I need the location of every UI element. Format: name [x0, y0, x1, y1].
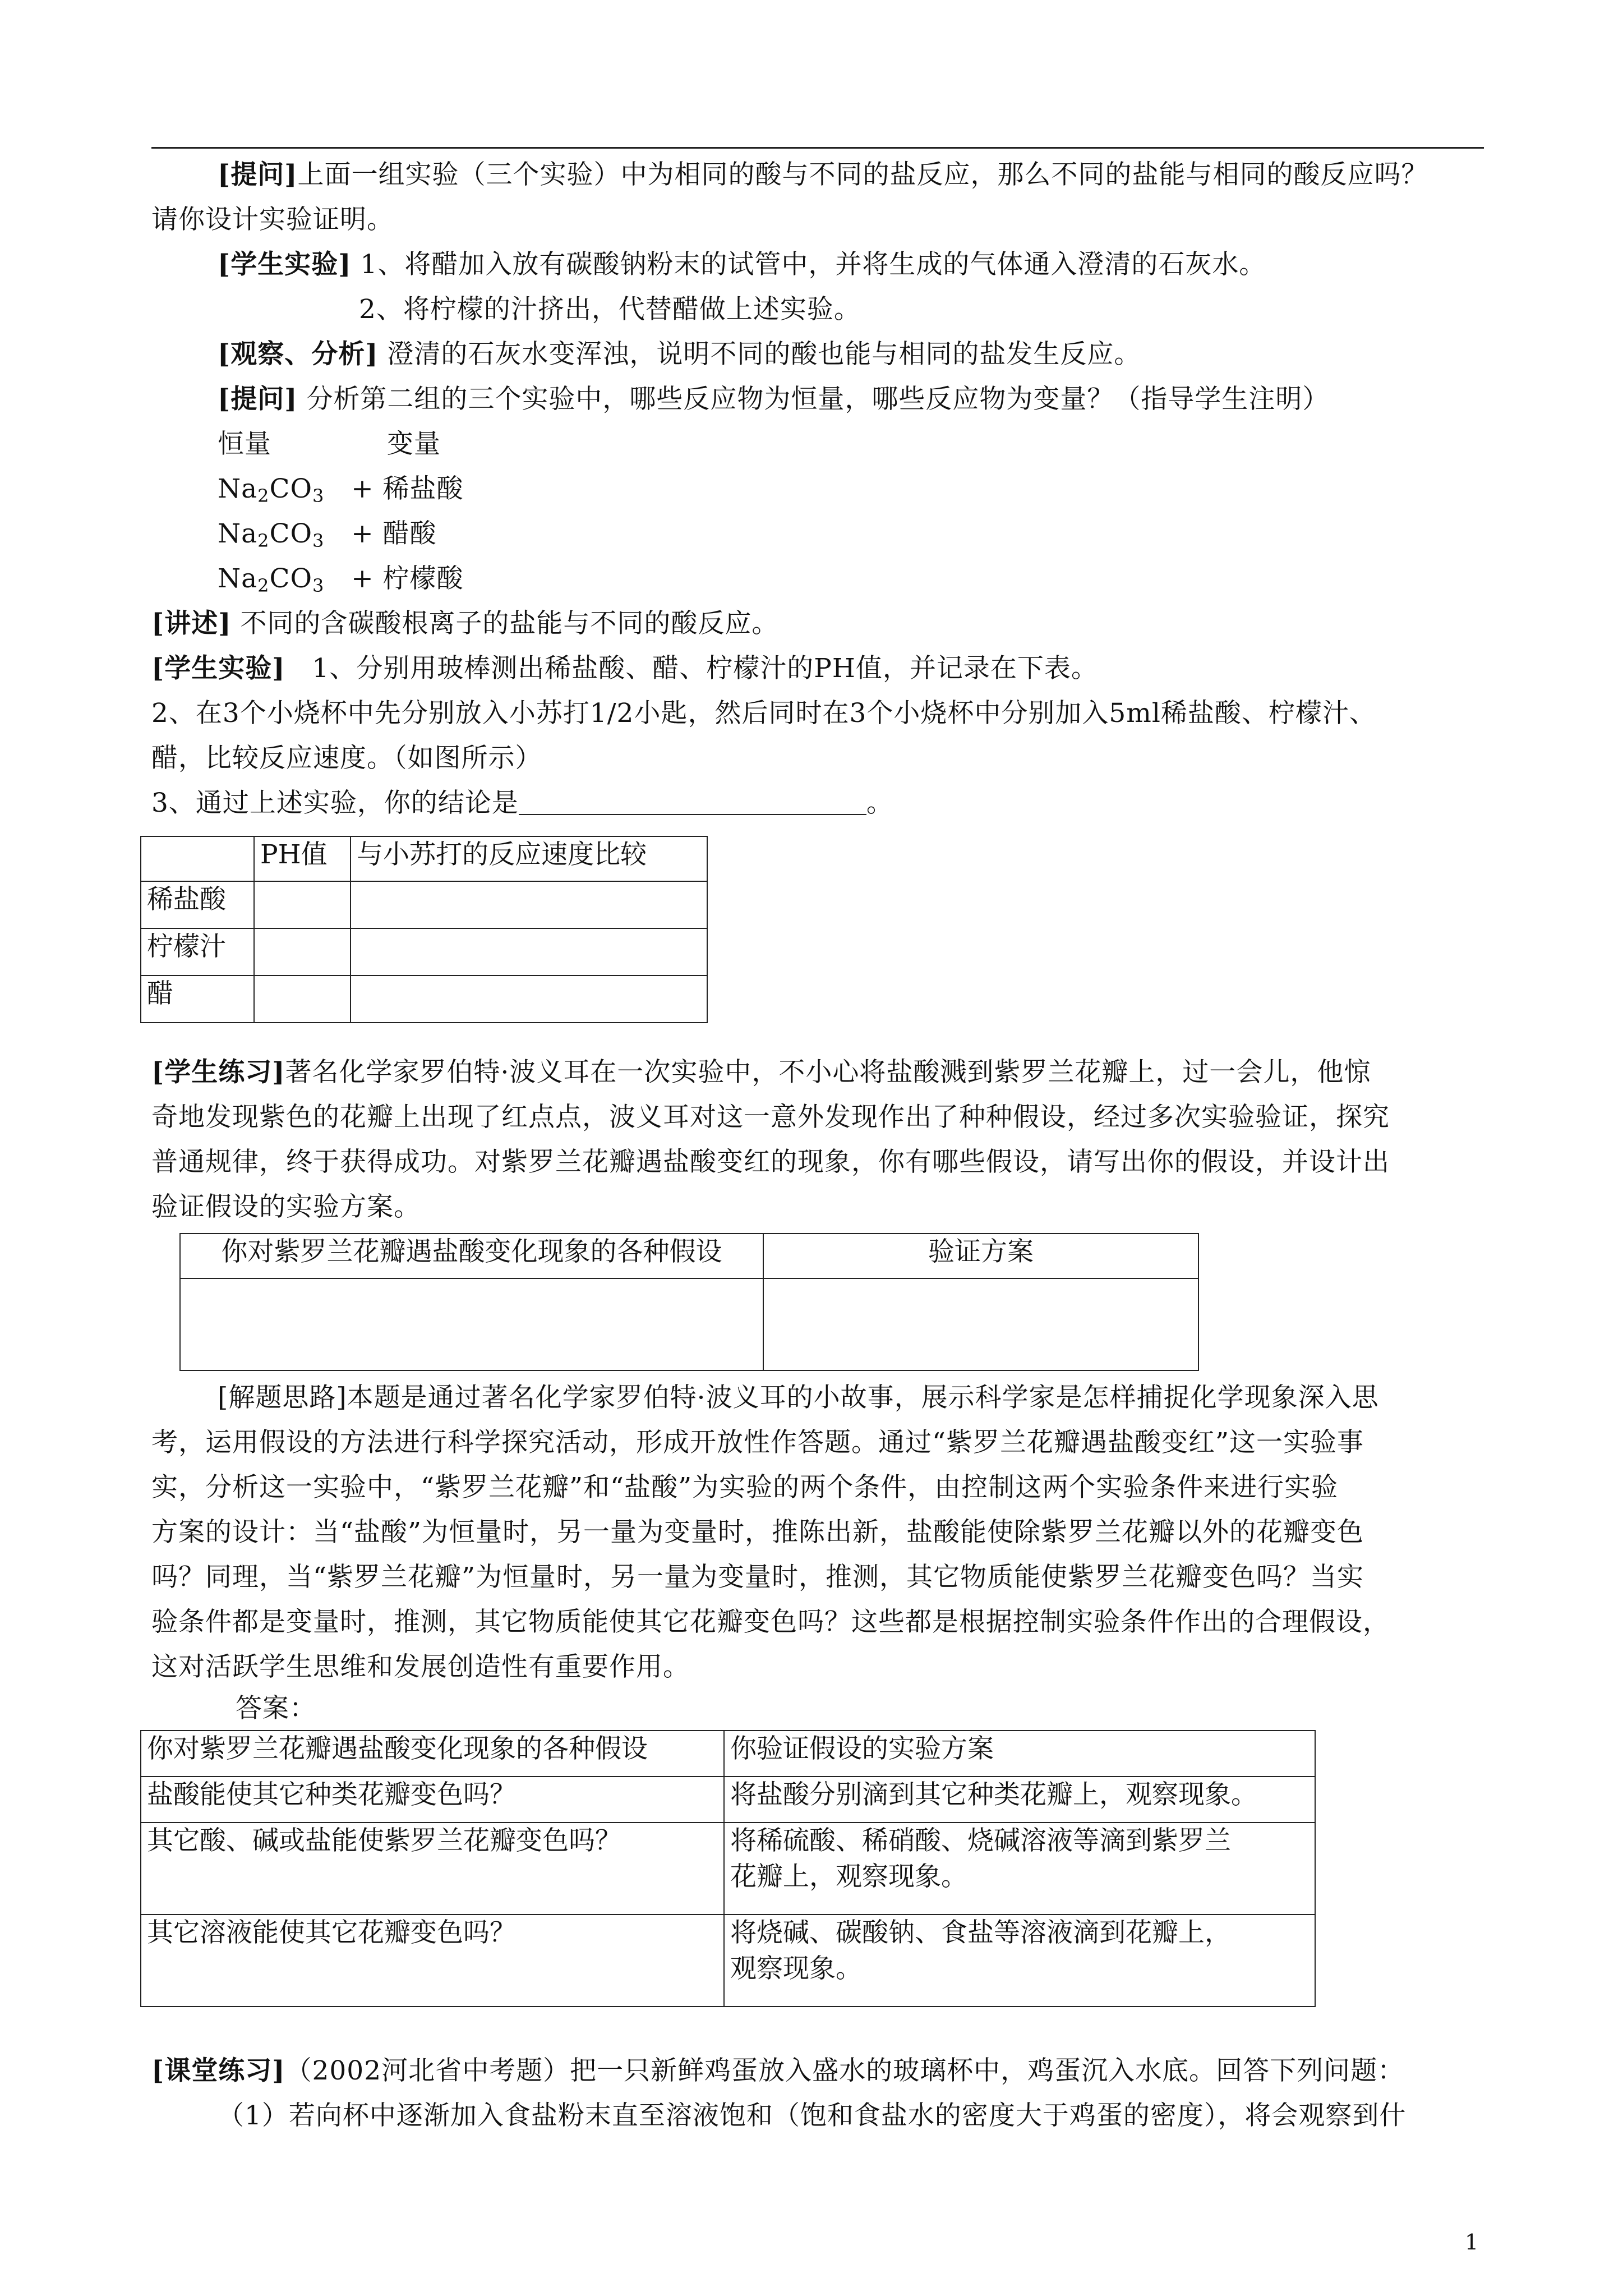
ph-table-cell: 醋 [141, 976, 254, 1023]
ph-table-cell[interactable] [351, 976, 707, 1023]
ph-table-cell[interactable] [254, 976, 351, 1023]
ph-table-cell[interactable] [351, 928, 707, 976]
ph-table-cell: 柠檬汁 [141, 928, 254, 976]
question-1-cont: 请你设计实验证明。 [151, 204, 394, 235]
verification-header: 验证方案 [763, 1234, 1198, 1278]
solution-line-7: 这对活跃学生思维和发展创造性有重要作用。 [151, 1651, 690, 1682]
question-1 [218, 158, 1428, 192]
answer-plan-cell: 将烧碱、碳酸钠、食盐等溶液滴到花瓣上， 观察现象。 [724, 1915, 1315, 2007]
lecture-text: 不同的含碳酸根离子的盐能与不同的酸反应。 [240, 608, 779, 639]
constant-label: 恒量 [218, 429, 271, 459]
page-number: 1 [1465, 2230, 1479, 2254]
question-tag: [提问] [218, 384, 298, 415]
experiment-2-step-3: 3、通过上述实验，你的结论是 。 [151, 788, 893, 818]
observation-text: 澄清的石灰水变浑浊，说明不同的酸也能与相同的盐发生反应。 [387, 339, 1141, 370]
hypothesis-table [179, 1233, 1199, 1371]
solution-line-1: [解题思路]本题是通过著名化学家罗伯特·波义耳的小故事，展示科学家是怎样捕捉化学现象深入思 [218, 1382, 1379, 1413]
verification-cell[interactable] [763, 1278, 1198, 1370]
classwork-tag: [课堂练习] [151, 2055, 285, 2086]
answer-table-header: 你验证假设的实验方案 [724, 1731, 1315, 1777]
solution-line-2: 考，运用假设的方法进行科学探究活动，形成开放性作答题。通过“紫罗兰花瓣遇盐酸变红”这一实验事 [151, 1427, 1364, 1458]
answer-table [140, 1730, 1316, 2007]
lecture-tag: [讲述] [151, 608, 232, 639]
practice-line-3: 普通规律，终于获得成功。对紫罗兰花瓣遇盐酸变红的现象，你有哪些假设，请写出你的假设，并设计出 [151, 1147, 1390, 1177]
question-tag: [提问] [218, 159, 298, 190]
ph-table-cell[interactable] [351, 881, 707, 928]
answer-table-header: 你对紫罗兰花瓣遇盐酸变化现象的各种假设 [141, 1731, 724, 1777]
ph-table-cell: 稀盐酸 [141, 881, 254, 928]
ph-table [140, 836, 708, 1023]
hypothesis-cell[interactable] [180, 1278, 763, 1370]
answer-label: 答案： [236, 1693, 316, 1724]
ph-table-cell[interactable] [254, 881, 351, 928]
answer-plan-cell: 将盐酸分别滴到其它种类花瓣上，观察现象。 [724, 1777, 1315, 1823]
ph-table-header: 与小苏打的反应速度比较 [351, 836, 707, 881]
hypothesis-header: 你对紫罗兰花瓣遇盐酸变化现象的各种假设 [180, 1234, 763, 1278]
solution-line-5: 吗？同理，当“紫罗兰花瓣”为恒量时，另一量为变量时，推测，其它物质能使紫罗兰花瓣变色吗？当实 [151, 1562, 1364, 1593]
answer-hypothesis-cell: 其它酸、碱或盐能使紫罗兰花瓣变色吗？ [141, 1823, 724, 1915]
experiment-2-step-2a: 2、在3个小烧杯中先分别放入小苏打1/2小匙，然后同时在3个小烧杯中分别加入5ml稀盐酸、柠檬汁、 [151, 698, 1376, 729]
experiment-tag: [学生实验] [151, 653, 285, 684]
reaction-row: $Na_2CO_3$ + 稀盐酸 [218, 473, 464, 507]
question-2 [218, 383, 1329, 416]
ph-table-header [141, 836, 254, 881]
answer-hypothesis-cell: 其它溶液能使其它花瓣变色吗？ [141, 1915, 724, 2007]
ph-table-cell[interactable] [254, 928, 351, 976]
practice-tag: [学生练习] [151, 1057, 285, 1088]
header-rule [151, 147, 1484, 149]
practice-line-1: [学生练习]著名化学家罗伯特·波义耳在一次实验中，不小心将盐酸溅到紫罗兰花瓣上，过一会儿，他惊 [151, 1057, 1371, 1088]
observation-tag: [观察、分析] [218, 339, 379, 370]
solution-line-6: 验条件都是变量时，推测，其它物质能使其它花瓣变色吗？这些都是根据控制实验条件作出的合理假设， [151, 1607, 1390, 1637]
ph-table-header: PH值 [254, 836, 351, 881]
experiment-2-step-2b: 醋，比较反应速度。（如图所示） [151, 743, 542, 774]
practice-line-2: 奇地发现紫色的花瓣上出现了红点点，波义耳对这一意外发现作出了种种假设，经过多次实验验证，探究 [151, 1102, 1390, 1133]
answer-hypothesis-cell: 盐酸能使其它种类花瓣变色吗？ [141, 1777, 724, 1823]
experiment-text: 1、将醋加入放有碳酸钠粉末的试管中，并将生成的气体通入澄清的石灰水。 [360, 249, 1266, 280]
solution-line-4: 方案的设计：当“盐酸”为恒量时，另一量为变量时，推陈出新，盐酸能使除紫罗兰花瓣以外的花瓣变色 [151, 1517, 1364, 1548]
reaction-row: $Na_2CO_3$ + 醋酸 [218, 518, 437, 551]
lecture [151, 607, 778, 641]
observation [218, 338, 1141, 371]
solution-line-3: 实，分析这一实验中，“紫罗兰花瓣”和“盐酸”为实验的两个条件，由控制这两个实验条件来进行实验 [151, 1472, 1339, 1503]
classwork-question-1: （1）若向杯中逐渐加入食盐粉末直至溶液饱和（饱和食盐水的密度大于鸡蛋的密度），将会观察到什 [218, 2100, 1407, 2131]
experiment-tag: [学生实验] [218, 249, 352, 280]
reaction-row: $Na_2CO_3$ + 柠檬酸 [218, 563, 464, 596]
answer-plan-cell: 将稀硫酸、稀硝酸、烧碱溶液等滴到紫罗兰 花瓣上，观察现象。 [724, 1823, 1315, 1915]
experiment-1-step-2: 2、将柠檬的汁挤出，代替醋做上述实验。 [359, 294, 861, 325]
answer-blank[interactable] [519, 788, 866, 815]
question-text: 上面一组实验（三个实验）中为相同的酸与不同的盐反应，那么不同的盐能与相同的酸反应吗？ [297, 159, 1428, 190]
experiment-text: 1、分别用玻棒测出稀盐酸、醋、柠檬汁的PH值，并记录在下表。 [312, 653, 1098, 684]
experiment-2-step-1 [151, 652, 1098, 685]
classwork-intro: [课堂练习]（2002河北省中考题）把一只新鲜鸡蛋放入盛水的玻璃杯中，鸡蛋沉入水底。回答下列问题： [151, 2055, 1405, 2086]
question-text: 分析第二组的三个实验中，哪些反应物为恒量，哪些反应物为变量？（指导学生注明） [306, 384, 1330, 415]
practice-line-4: 验证假设的实验方案。 [151, 1191, 421, 1222]
experiment-1-step-1 [218, 248, 1266, 282]
variable-label: 变量 [387, 429, 441, 459]
